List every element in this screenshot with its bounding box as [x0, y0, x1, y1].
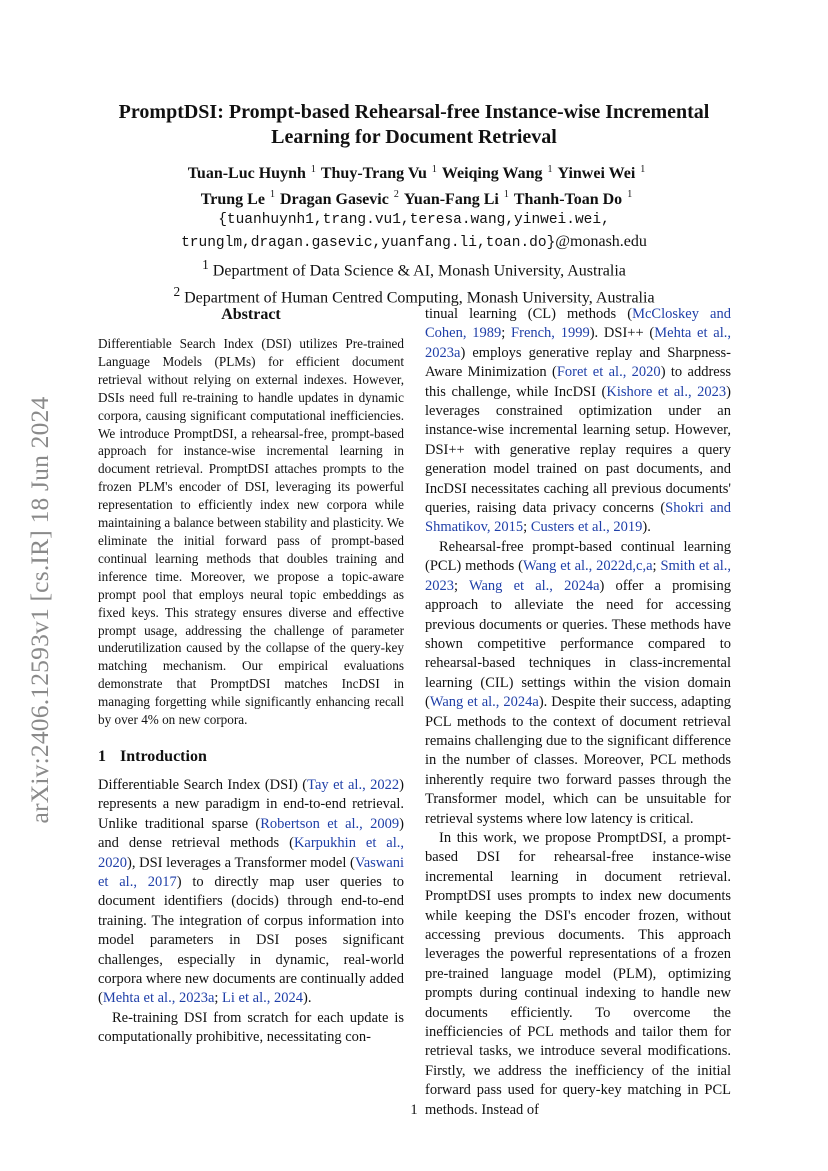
author-affiliation-marker: 1	[269, 189, 275, 201]
author-name: Thanh-Toan Do	[513, 190, 623, 208]
citation-link[interactable]: Wang et al., 2024a	[429, 694, 539, 711]
citation-link[interactable]: Foret et al., 2020	[556, 364, 661, 381]
body-text: ;	[214, 990, 223, 1007]
author-block	[96, 159, 732, 308]
introduction-heading	[98, 747, 404, 767]
citation-link[interactable]: Wang et al., 2024a	[468, 577, 600, 594]
paper-title: PromptDSI: Prompt-based Rehearsal-free Instance-wise Incremental Learning for Document Retrieval	[118, 101, 710, 148]
citation-link[interactable]: Tay et al., 2022	[307, 776, 400, 793]
body-text: ) offer a promising approach to alleviate the need for accessing previous documents or queries. These methods have shown competitive performance compared to rehearsal-based techniques in class-incremental learning (CIL) settings within the vision domain (	[425, 577, 731, 711]
body-text: ;	[652, 558, 661, 575]
author-name: Yinwei Wei	[557, 165, 636, 183]
abstract-text: Differentiable Search Index (DSI) utilizes Pre-trained Language Models (PLMs) for efficient document retrieval without relying on external indexes. However, DSIs need full re-training to handle updates in dynamic corpora, causing significant computational inefficiencies. We introduce PromptDSI, a rehearsal-free, prompt-based approach for instance-wise incremental learning in document retrieval. PromptDSI attaches prompts to the frozen PLM's encoder of DSI, leveraging its powerful representation to efficiently index new corpora while maintaining a balance between stability and plasticity. We eliminate the initial forward pass of prompt-based continual learning methods that doubles training and inference time. Moreover, we propose a topic-aware prompt pool that employs neural topic embeddings as fixed keys. This strategy ensures diverse and effective prompt usage, addressing the challenge of parameter underutilization caused by the collapse of the query-key matching mechanism. Our empirical evaluations demonstrate that PromptDSI matches IncDSI in managing forgetting while significantly enhancing recall by over 4% on new corpora.	[98, 336, 404, 728]
body-text: ). DSI++ (	[589, 325, 655, 342]
citation-link[interactable]: French, 1999	[511, 325, 590, 342]
body-text: ) and dense retrieval methods (	[98, 815, 404, 852]
intro-paragraph-1	[98, 776, 404, 1009]
affiliation-line	[96, 254, 732, 281]
citation-link[interactable]: Kishore et al., 2023	[606, 383, 727, 400]
author-affiliation-marker: 1	[627, 189, 633, 201]
author-name: Dragan Gasevic	[279, 190, 389, 208]
body-text: ) represents a new paradigm in end-to-end retrieval. Unlike traditional sparse (	[98, 776, 404, 832]
citation-link[interactable]: Smith et al., 2023	[425, 558, 731, 594]
intro-paragraph-2: Re-training DSI from scratch for each update is computationally prohibitive, necessitating con-	[98, 1009, 404, 1046]
body-text: ), DSI leverages a Transformer model (	[127, 854, 355, 871]
author-name: Tuan-Luc Huynh	[187, 165, 306, 183]
body-text: ) leverages constrained optimization under an instance-wise incremental learning setup. However, DSI++ with generative replay requires a query generation model trained on past documents, and IncDSI necessitates caching all previous documents' queries, raising data privacy concerns (	[425, 383, 731, 517]
arxiv-identifier-stamp	[10, 370, 70, 850]
author-affiliation-marker: 1	[503, 189, 509, 201]
contribution-paragraph: In this work, we propose PromptDSI, a prompt-based DSI for rehearsal-free instance-wise incremental learning in document retrieval. PromptDSI uses prompts to index new documents while keeping the DSI's encoder frozen, without accessing previous documents. This approach leverages the powerful representations of a frozen pre-trained language model (PLM), optimizing prompts during continual indexing to handle new documents efficiently. To overcome the inefficiencies of PCL methods and tailor them for retrieval tasks, we introduce several modifications. Firstly, we address the inefficiency of the initial forward pass used for query-key matching in PCL methods. Instead of	[425, 829, 731, 1118]
author-affiliation-marker: 1	[547, 164, 553, 175]
affiliations	[96, 254, 732, 309]
citation-link[interactable]: McCloskey and Cohen, 1989	[425, 306, 731, 342]
pcl-paragraph	[425, 538, 731, 829]
authors-row-1	[96, 159, 732, 184]
email-domain: @monash.edu	[555, 232, 647, 250]
author-name: Thuy-Trang Vu	[320, 165, 427, 183]
section-number: 1	[98, 747, 106, 765]
body-text: tinual learning (CL) methods (	[425, 306, 633, 322]
citation-link[interactable]: Wang et al., 2022d,c,a	[522, 558, 653, 575]
body-text: Rehearsal-free prompt-based continual learning (PCL) methods (	[425, 538, 731, 575]
body-text: ;	[454, 577, 469, 594]
citation-link[interactable]: Karpukhin et al., 2020	[98, 835, 404, 871]
citation-link[interactable]: Mehta et al., 2023a	[102, 990, 215, 1007]
page-number: 1	[410, 1102, 418, 1118]
citation-link[interactable]: Shokri and Shmatikov, 2015	[425, 500, 732, 536]
body-text: ) employs generative replay and Sharpness-Aware Minimization (	[425, 344, 731, 381]
left-column	[98, 305, 404, 1048]
author-affiliation-marker: 2	[393, 189, 399, 201]
authors-row-2	[96, 184, 732, 209]
abstract-heading: Abstract	[221, 306, 281, 323]
citation-link[interactable]: Mehta et al., 2023a	[425, 325, 731, 361]
affiliation-number: 1	[202, 256, 209, 272]
body-text: ).	[642, 519, 651, 536]
citation-link[interactable]: Robertson et al., 2009	[260, 815, 400, 832]
email-line-2	[96, 231, 732, 254]
citation-link[interactable]: Vaswani et al., 2017	[98, 854, 404, 890]
body-text: ;	[501, 325, 512, 342]
author-affiliation-marker: 1	[431, 164, 437, 175]
right-column	[425, 305, 731, 1120]
affiliation-text: Department of Data Science & AI, Monash University, Australia	[208, 261, 626, 279]
body-text: ) to directly map user queries to document identifiers (docids) through end-to-end training. The integration of corpus information into model parameters in DSI poses significant challenges, especially in dynamic, real-world corpora where new documents are continually added (	[98, 873, 404, 1007]
email-line-1: {tuanhuynh1,trang.vu1,teresa.wang,yinwei.wei,	[218, 211, 610, 228]
author-name: Yuan-Fang Li	[403, 190, 499, 208]
body-text: ).	[303, 990, 312, 1007]
body-text: ) to address this challenge, while IncDSI (	[425, 364, 732, 400]
body-text: ). Despite their success, adapting PCL methods to the context of document retrieval remains challenging due to the significant difference in the number of classes. Moreover, PCL methods inherently require two forward passes through the Transformer model, which can be unsuitable for retrieval systems where low latency is critical.	[425, 694, 732, 827]
arxiv-stamp-text: arXiv:2406.12593v1 [cs.IR] 18 Jun 2024	[25, 396, 54, 824]
author-affiliation-marker: 1	[640, 164, 646, 175]
author-affiliation-marker: 1	[310, 164, 316, 175]
email-usernames: trunglm,dragan.gasevic,yuanfang.li,toan.do}	[181, 234, 556, 251]
affiliation-number: 2	[173, 283, 181, 299]
body-text: Differentiable Search Index (DSI) (	[98, 776, 308, 793]
intro-continued-paragraph	[425, 305, 731, 538]
affiliation-text: Department of Human Centred Computing, Monash University, Australia	[180, 289, 655, 307]
author-name: Weiqing Wang	[441, 165, 543, 183]
body-text: ;	[523, 519, 531, 536]
author-name: Trung Le	[200, 190, 265, 208]
citation-link[interactable]: Li et al., 2024	[222, 990, 303, 1007]
citation-link[interactable]: Custers et al., 2019	[530, 519, 643, 536]
section-title: Introduction	[120, 747, 207, 765]
